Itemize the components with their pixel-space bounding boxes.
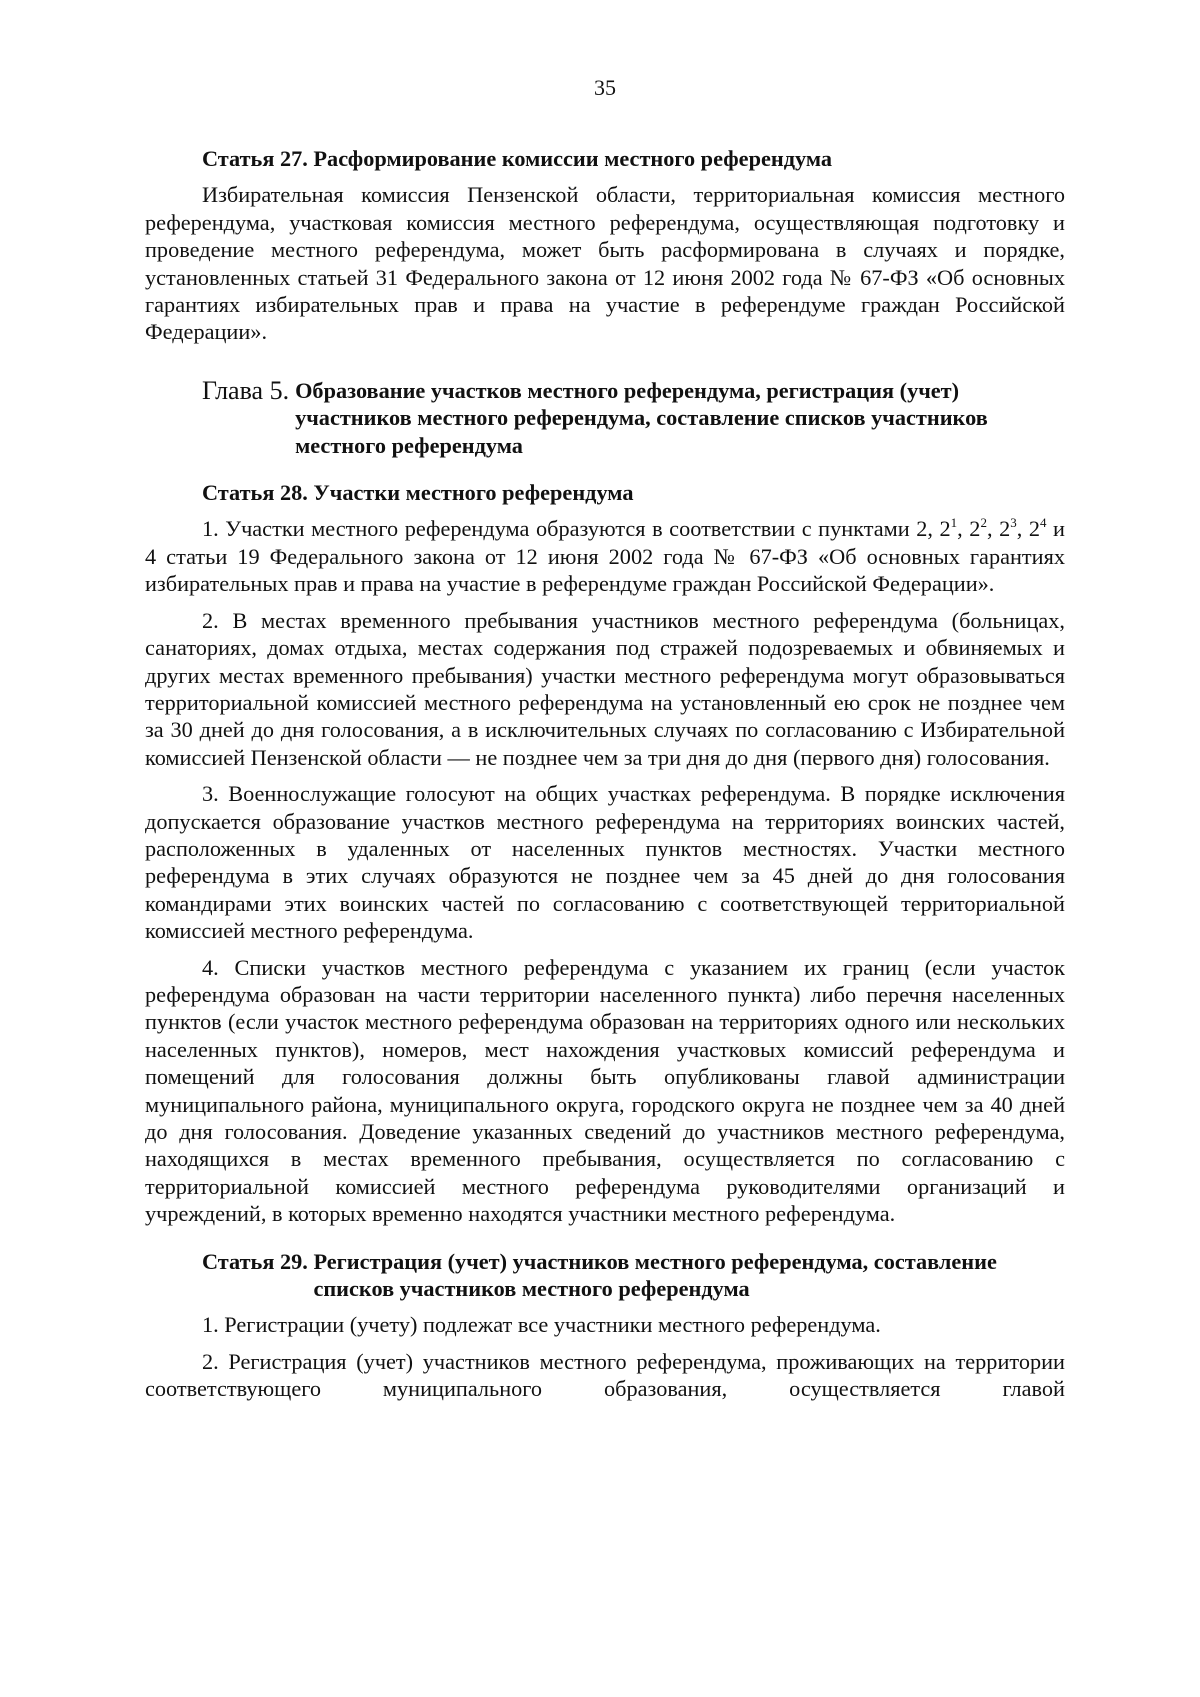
article-28-paragraph-2: 2. В местах временного пребывания участников местного референдума (больницах, санаториях, домах отдыха, местах содержания под стражей подозреваемых и обвиняемых и других местах временного пребывания) участки местного референдума могут образовываться территориальной комиссией местного референдума на установленный ею срок не позднее чем за 30 дней до дня голосования, а в исключительных случаях по согласованию с Избирательной комиссией Пензенской области — не позднее чем за три дня до дня (первого дня) голосования.	[145, 607, 1065, 770]
article-28-p1-text: , 2	[1016, 516, 1040, 542]
article-28-p1-text: и 4 статьи 19 Федерального закона от 12 июня 2002 года № 67-ФЗ «Об основных гарантиях избирательных прав и права на участие в референдуме граждан Российской Федерации».	[145, 516, 1065, 597]
superscript: 3	[1010, 515, 1017, 531]
article-29-prefix: Статья 29.	[202, 1248, 314, 1274]
article-28-p1-text: 1. Участки местного референдума образуются в соответствии с пунктами 2, 2	[202, 516, 951, 542]
article-28-paragraph-3: 3. Военнослужащие голосуют на общих участках референдума. В порядке исключения допускается образование участков местного референдума на территориях воинских частей, расположенных в удаленных от населенных пунктов местностях. Участки местного референдума в этих случаях образуются не позднее чем за 45 дней до дня голосования командирами этих воинских частей по согласованию с соответствующей территориальной комиссией местного референдума.	[145, 781, 1065, 944]
article-29-heading	[202, 1248, 1065, 1303]
chapter-5-prefix: Глава 5.	[202, 375, 290, 405]
page-number: 35	[594, 75, 616, 100]
superscript: 2	[980, 515, 987, 531]
article-28-paragraph-1	[145, 515, 1065, 597]
article-28-paragraph-4: 4. Списки участков местного референдума с указанием их границ (если участок референдума образован на части территории населенного пункта) либо перечня населенных пунктов (если участок местного референдума образован на территориях одного или нескольких населенных пунктов), номеров, мест нахождения участковых комиссий референдума и помещений для голосования должны быть опубликованы главой администрации муниципального района, муниципального округа, городского округа не позднее чем за 40 дней до дня голосования. Доведение указанных сведений до участников местного референдума, находящихся в местах временного пребывания, осуществляется по согласованию с территориальной комиссией местного референдума руководителями организаций и учреждений, в которых временно находятся участники местного референдума.	[145, 954, 1065, 1227]
superscript: 1	[950, 515, 958, 531]
document-body	[145, 145, 1065, 1403]
article-29-paragraph-2: 2. Регистрация (учет) участников местного референдума, проживающих на территории соответствующего муниципального образования, осуществляется главой	[145, 1348, 1065, 1402]
superscript: 4	[1040, 515, 1047, 531]
article-29-paragraph-1: 1. Регистрации (учету) подлежат все участники местного референдума.	[202, 1312, 881, 1338]
article-28-p1-text: , 2	[957, 516, 981, 542]
article-27-heading: Статья 27. Расформирование комиссии местного референдума	[202, 146, 833, 171]
article-28-heading: Статья 28. Участки местного референдума	[202, 480, 634, 506]
chapter-5-heading	[202, 377, 1065, 459]
chapter-5-title: Образование участков местного референдума, регистрация (учет) участников местного референдума, составление списков участников местного референдума	[295, 377, 988, 458]
article-29-title: Регистрация (учет) участников местного референдума, составление списков участников местного референдума	[313, 1248, 997, 1302]
article-28-p1-text: , 2	[986, 516, 1011, 542]
article-27-paragraph: Избирательная комиссия Пензенской области, территориальная комиссия местного референдума, участковая комиссия местного референдума, осуществляющая подготовку и проведение местного референдума, может быть расформирована в случаях и порядке, установленных статьей 31 Федерального закона от 12 июня 2002 года № 67-ФЗ «Об основных гарантиях избирательных прав и права на участие в референдуме граждан Российской Федерации».	[145, 182, 1065, 345]
